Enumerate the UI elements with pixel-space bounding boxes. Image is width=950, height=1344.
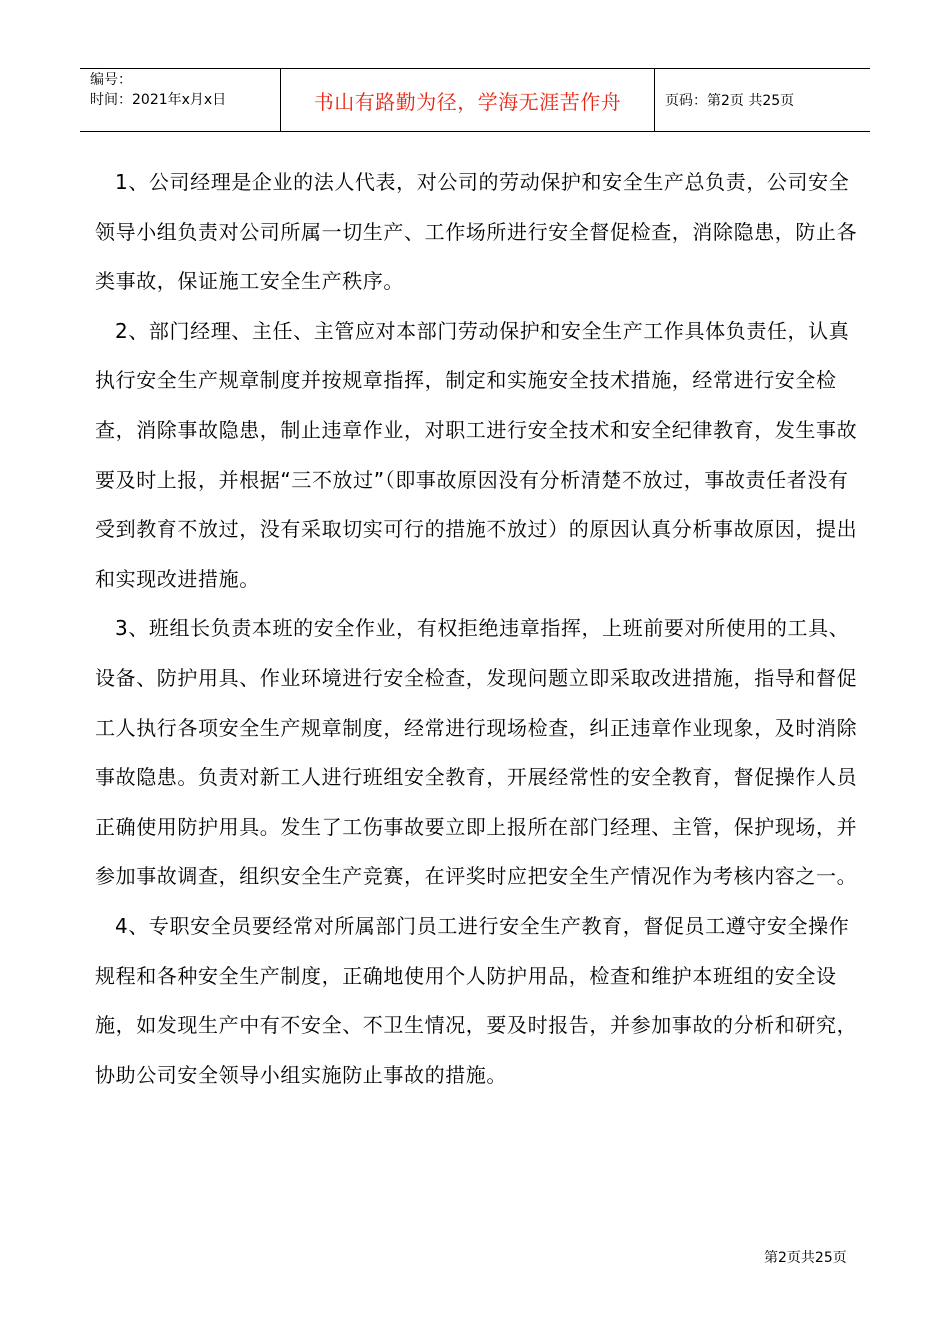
header-meta-cell: [80, 69, 281, 131]
paragraph-1: 1、公司经理是企业的法人代表，对公司的劳动保护和安全生产总负责，公司安全领导小组负责对公司所属一切生产、工作场所进行安全督促检查，消除隐患，防止各类事故，保证施工安全生产秩序。: [95, 170, 858, 294]
header-motto: 书山有路勤为径，学海无涯苦作舟: [313, 89, 622, 114]
page-header: [80, 68, 870, 132]
header-motto-cell: [281, 69, 655, 131]
page-footer: 第2页共25页: [764, 1250, 847, 1266]
header-page-cell: [655, 69, 870, 131]
document-time-label: 时间：2021年x月x日: [90, 92, 227, 108]
paragraph-3: 3、班组长负责本班的安全作业，有权拒绝违章指挥，上班前要对所使用的工具、设备、防护用具、作业环境进行安全检查，发现问题立即采取改进措施，指导和督促工人执行各项安全生产规章制度，经常进行现场检查，纠正违章作业现象，及时消除事故隐患。负责对新工人进行班组安全教育，开展经常性的安全教育，督促操作人员正确使用防护用具。发生了工伤事故要立即上报所在部门经理、主管，保护现场，并参加事故调查，组织安全生产竞赛，在评奖时应把安全生产情况作为考核内容之一。: [95, 616, 858, 889]
document-body: [95, 158, 860, 1100]
paragraph-2: 2、部门经理、主任、主管应对本部门劳动保护和安全生产工作具体负责任，认真执行安全生产规章制度并按规章指挥，制定和实施安全技术措施，经常进行安全检查，消除事故隐患，制止违章作业，对职工进行安全技术和安全纪律教育，发生事故要及时上报，并根据“三不放过”（即事故原因没有分析清楚不放过，事故责任者没有受到教育不放过，没有采取切实可行的措施不放过）的原因认真分析事故原因，提出和实现改进措施。: [95, 318, 858, 591]
header-page-info: 页码：第2页 共25页: [665, 93, 795, 109]
paragraph-4: 4、专职安全员要经常对所属部门员工进行安全生产教育，督促员工遵守安全操作规程和各种安全生产制度，正确地使用个人防护用品，检查和维护本班组的安全设施，如发现生产中有不安全、不卫生情况，要及时报告，并参加事故的分析和研究，协助公司安全领导小组实施防止事故的措施。: [95, 913, 858, 1087]
document-number-label: 编号：: [90, 72, 132, 88]
